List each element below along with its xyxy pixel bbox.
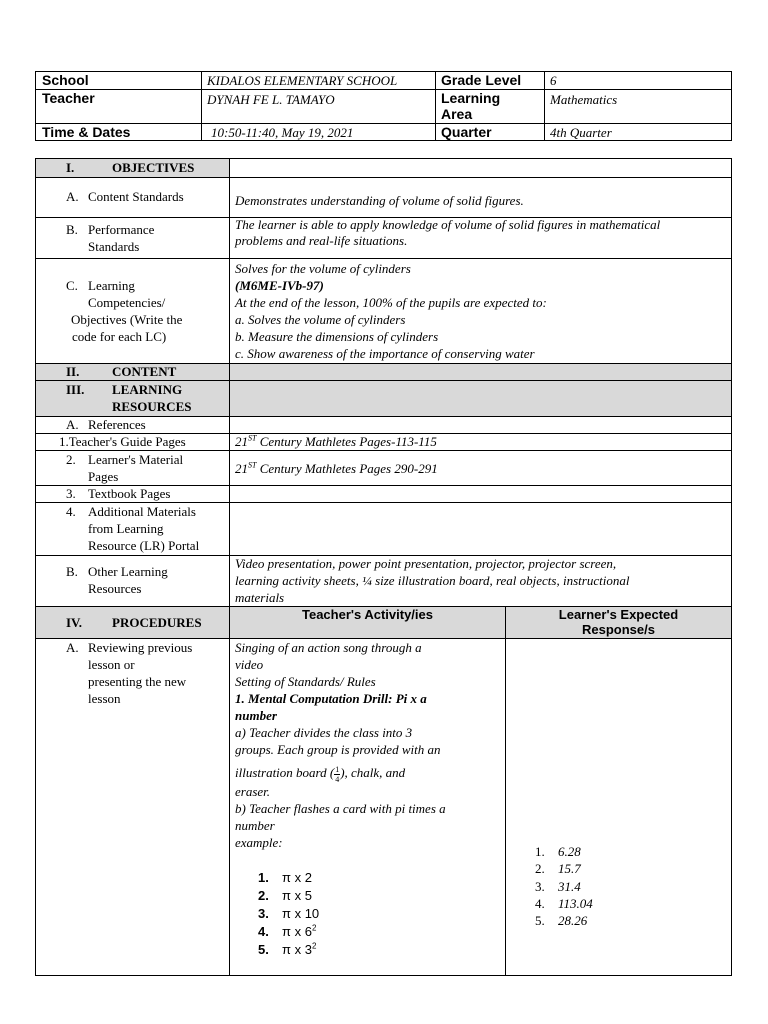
reviewing-label-1: Reviewing previous [88,640,193,655]
grade-label: Grade Level [441,72,522,88]
competency-code: (M6ME-IVb-97) [235,278,324,293]
answer-item-value: 15.7 [558,861,581,877]
other-resources-value-3: materials [235,590,285,605]
objectives-num: I. [66,160,75,175]
performance-standards-value-1: The learner is able to apply knowledge of volume of solid figures in mathematical [235,217,661,232]
drill-item-expression: π x 2 [282,870,312,885]
answer-item-number: 2. [535,861,545,877]
grade-value: 6 [550,73,557,88]
school-label: School [42,72,89,88]
teachers-guide-label: 1.Teacher's Guide Pages [59,434,186,449]
textbook-num: 3. [66,486,76,501]
learner-response-column-header-1: Learner's Expected [558,607,679,622]
activity-line-5: number [235,708,277,723]
other-resources-value-1: Video presentation, power point presentation, projector, projector screen, [235,556,617,571]
drill-item-number: 5. [258,942,269,957]
teacher-activity-column-header: Teacher's Activity/ies [302,607,433,622]
answer-item-value: 113.04 [558,895,593,911]
activity-line-4: 1. Mental Computation Drill: Pi x a [235,691,427,706]
activity-line-9: eraser. [235,784,271,799]
content-heading: CONTENT [112,364,177,379]
learners-material-num: 2. [66,452,76,467]
objectives-heading: OBJECTIVES [112,160,195,175]
activity-line-1: Singing of an action song through a [235,640,422,655]
additional-materials-label-3: Resource (LR) Portal [88,538,200,553]
learning-area-label-line1: Learning [441,90,501,106]
teachers-guide-value: 21ST Century Mathletes Pages-113-115 [235,433,437,449]
answer-item-value: 28.26 [558,913,588,929]
competency-line-1: Solves for the volume of cylinders [235,261,411,276]
school-value: KIDALOS ELEMENTARY SCHOOL [207,73,398,88]
references-num: A. [66,417,79,432]
reviewing-label-4: lesson [88,691,121,706]
competency-line-3: At the end of the lesson, 100% of the pupils are expected to: [235,295,547,310]
teacher-value: DYNAH FE L. TAMAYO [207,92,335,107]
learner-response-column-header-2: Response/s [582,622,655,637]
learning-area-label-line2: Area [441,106,473,122]
textbook-label: Textbook Pages [88,486,171,501]
activity-line-6: a) Teacher divides the class into 3 [235,725,413,740]
activity-line-10: b) Teacher flashes a card with pi times a [235,801,446,816]
activity-line-3: Setting of Standards/ Rules [235,674,376,689]
reviewing-label-3: presenting the new [88,674,187,689]
performance-standards-label-1: Performance [88,222,155,237]
other-resources-num: B. [66,564,78,579]
reviewing-label-2: lesson or [88,657,135,672]
drill-item-number: 2. [258,888,269,903]
competency-line-6: c. Show awareness of the importance of conserving water [235,346,535,361]
activity-line-2: video [235,657,264,672]
content-num: II. [66,364,80,379]
time-label: Time & Dates [42,124,131,140]
additional-materials-num: 4. [66,504,76,519]
one-fourth-fraction: $\frac{1}{4}$ [335,764,340,784]
competencies-label-1: Learning [88,278,135,293]
reviewing-num: A. [66,640,79,655]
answer-item-value: 31.4 [558,878,581,894]
other-resources-label-1: Other Learning [88,564,168,579]
resources-num: III. [66,382,85,397]
resources-heading-2: RESOURCES [112,399,192,414]
content-standards-num: A. [66,189,79,204]
time-value: 10:50-11:40, May 19, 2021 [211,125,354,140]
drill-item-number: 3. [258,906,269,921]
performance-standards-value-2: problems and real-life situations. [235,233,408,248]
drill-item-expression: π x 5 [282,888,312,903]
quarter-value: 4th Quarter [550,125,612,140]
drill-item-expression: π x $6^2$ [282,923,317,939]
procedures-num: IV. [66,615,83,630]
answer-item-number: 4. [535,895,545,911]
learners-material-label-1: Learner's Material [88,452,184,467]
activity-line-8: illustration board ( $\frac{1}{4}$ ), chalk, and [235,764,406,784]
other-resources-label-2: Resources [88,581,142,596]
activity-line-7: groups. Each group is provided with an [235,742,441,757]
drill-item-number: 4. [258,924,269,939]
learners-material-label-2: Pages [88,469,119,484]
drill-item-expression: π x $3^2$ [282,941,317,957]
teacher-label: Teacher [42,90,95,106]
activity-line-11: number [235,818,275,833]
activity-line-12: example: [235,835,283,850]
competencies-label-2: Competencies/ [88,295,166,310]
competency-line-4: a. Solves the volume of cylinders [235,312,406,327]
answer-item-number: 1. [535,844,545,859]
additional-materials-label-1: Additional Materials [88,504,196,519]
content-standards-value: Demonstrates understanding of volume of solid figures. [235,193,524,208]
quarter-label: Quarter [441,124,492,140]
resources-heading-1: LEARNING [112,382,183,397]
drill-item-expression: π x 10 [282,906,320,921]
procedures-heading: PROCEDURES [112,615,202,630]
other-resources-value-2: learning activity sheets, ¼ size illustration board, real objects, instructional [235,573,630,588]
performance-standards-label-2: Standards [88,239,140,254]
competency-line-5: b. Measure the dimensions of cylinders [235,329,439,344]
learning-area-value: Mathematics [550,92,618,107]
drill-item-number: 1. [258,870,269,885]
answer-item-value: 6.28 [558,844,581,859]
learners-material-value: 21ST Century Mathletes Pages 290-291 [235,460,438,476]
answer-item-number: 3. [535,878,545,894]
competencies-num: C. [66,278,78,293]
content-standards-label: Content Standards [88,189,184,204]
answer-item-number: 5. [535,913,545,929]
competencies-label-3: Objectives (Write the [71,312,183,327]
references-label: References [88,417,146,432]
additional-materials-label-2: from Learning [88,521,164,536]
competencies-label-4: code for each LC) [72,329,167,344]
performance-standards-num: B. [66,222,78,237]
